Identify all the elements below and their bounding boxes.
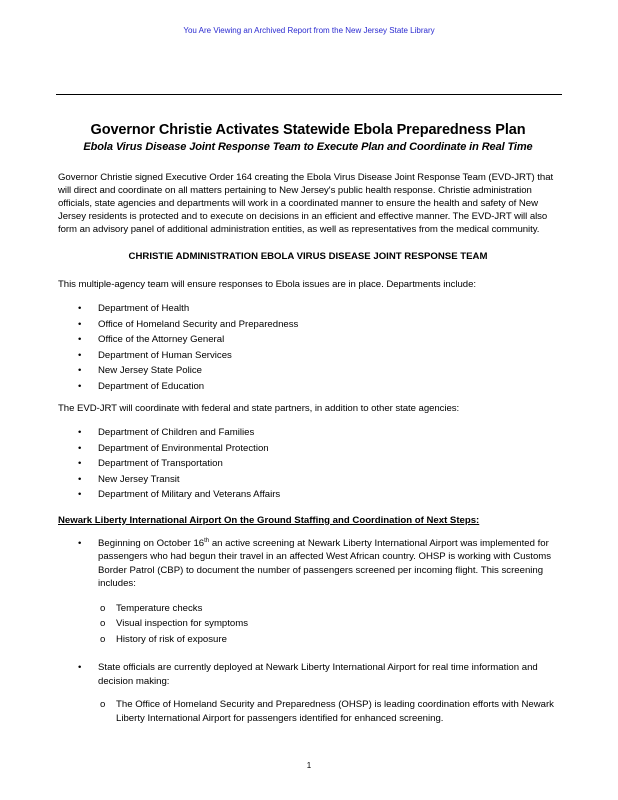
list-item — [98, 632, 558, 648]
bullet-icon: • — [78, 537, 82, 549]
airport-steps-list — [58, 537, 558, 726]
screening-text-rest: an active screening at Newark Liberty International Airport was implemented for passengers who had begun their travel in an affected West African country. OHSP is working with Customs Border Patrol (CBP) to document the number of passengers screened per incoming flight. This screening includes: — [98, 537, 552, 589]
list-item-text: New Jersey State Police — [98, 365, 202, 376]
bullet-icon: • — [78, 489, 82, 500]
list-item-text: Office of the Attorney General — [98, 334, 225, 345]
list-item — [58, 317, 558, 333]
team-lead-paragraph: This multiple-agency team will ensure responses to Ebola issues are in place. Departments include: — [58, 279, 476, 290]
list-item — [58, 537, 558, 648]
list-item — [58, 348, 558, 364]
list-item — [58, 487, 558, 503]
archive-banner: You Are Viewing an Archived Report from the New Jersey State Library — [183, 26, 435, 35]
page-subtitle: Ebola Virus Disease Joint Response Team to Execute Plan and Coordinate in Real Time — [83, 141, 533, 153]
list-item-text: The Office of Homeland Security and Preparedness (OHSP) is leading coordination efforts with Newark Liberty International Airport for passengers identified for enhanced screening. — [116, 699, 554, 724]
bullet-icon: • — [78, 365, 82, 376]
list-item — [58, 661, 558, 725]
list-item-text: History of risk of exposure — [116, 633, 227, 645]
list-item — [58, 363, 558, 379]
list-item-text: Department of Human Services — [98, 349, 232, 361]
list-item-text: Department of Military and Veterans Affairs — [98, 489, 281, 500]
bullet-icon: • — [78, 349, 82, 361]
list-item-text: Department of Children and Families — [98, 427, 255, 438]
bullet-icon: • — [78, 473, 82, 485]
list-item-text: Visual inspection for symptoms — [116, 618, 249, 629]
circle-bullet-icon: o — [100, 699, 106, 710]
partners-lead-paragraph: The EVD-JRT will coordinate with federal and state partners, in addition to other state agencies: — [58, 403, 460, 414]
list-item-text: Department of Education — [98, 380, 205, 392]
screening-text-start: Beginning on October 16 — [98, 537, 205, 549]
bullet-icon: • — [78, 318, 82, 330]
list-item-text: New Jersey Transit — [98, 473, 180, 485]
list-item — [98, 616, 558, 632]
document-body — [58, 120, 558, 725]
team-departments-list — [58, 301, 558, 394]
bullet-icon: • — [78, 458, 82, 469]
bullet-icon: • — [78, 334, 82, 345]
bullet-icon: • — [78, 662, 82, 673]
list-item-text: Office of Homeland Security and Preparedness — [98, 318, 299, 330]
list-item — [58, 379, 558, 395]
airport-heading: Newark Liberty International Airport On the Ground Staffing and Coordination of Next Steps: — [58, 514, 480, 526]
bullet-icon: • — [78, 442, 82, 454]
list-item — [98, 601, 558, 617]
page-number: 1 — [306, 761, 312, 770]
circle-bullet-icon: o — [100, 602, 106, 614]
list-item — [58, 456, 558, 472]
screening-includes-list — [98, 601, 558, 648]
circle-bullet-icon: o — [100, 618, 106, 629]
intro-paragraph: Governor Christie signed Executive Order 164 creating the Ebola Virus Disease Joint Response Team (EVD-JRT) that will direct and coordinate on all matters pertaining to New Jersey's public health response. Christie administration officials, state agencies and departments will work in a coordinated manner to ensure the health and safety of New Jersey residents is protected and to execute on decisions in an efficient and effective manner. The EVD-JRT will also form an advisory panel of additional administration entities, as well as representatives from the medical community. — [58, 172, 554, 235]
header-rule — [56, 94, 562, 95]
bullet-icon: • — [78, 303, 82, 314]
list-item-text: Department of Health — [98, 303, 190, 314]
deployment-text: State officials are currently deployed at Newark Liberty International Airport for real time information and decision making: — [98, 662, 538, 687]
bullet-icon: • — [78, 427, 82, 438]
list-item-text: Department of Transportation — [98, 458, 223, 469]
list-item — [58, 301, 558, 317]
page-title: Governor Christie Activates Statewide Ebola Preparedness Plan — [90, 122, 526, 138]
bullet-icon: • — [78, 380, 82, 392]
list-item — [58, 332, 558, 348]
list-item — [58, 425, 558, 441]
list-item — [98, 698, 558, 725]
section-heading: CHRISTIE ADMINISTRATION EBOLA VIRUS DISEASE JOINT RESPONSE TEAM — [128, 251, 488, 262]
circle-bullet-icon: o — [100, 633, 106, 645]
list-item — [58, 441, 558, 457]
deployment-details-list — [98, 698, 558, 725]
list-item-text: Department of Environmental Protection — [98, 442, 269, 454]
list-item — [58, 472, 558, 488]
partner-agencies-list — [58, 425, 558, 503]
ordinal-suffix: th — [204, 537, 210, 544]
list-item-text: Temperature checks — [116, 602, 203, 614]
